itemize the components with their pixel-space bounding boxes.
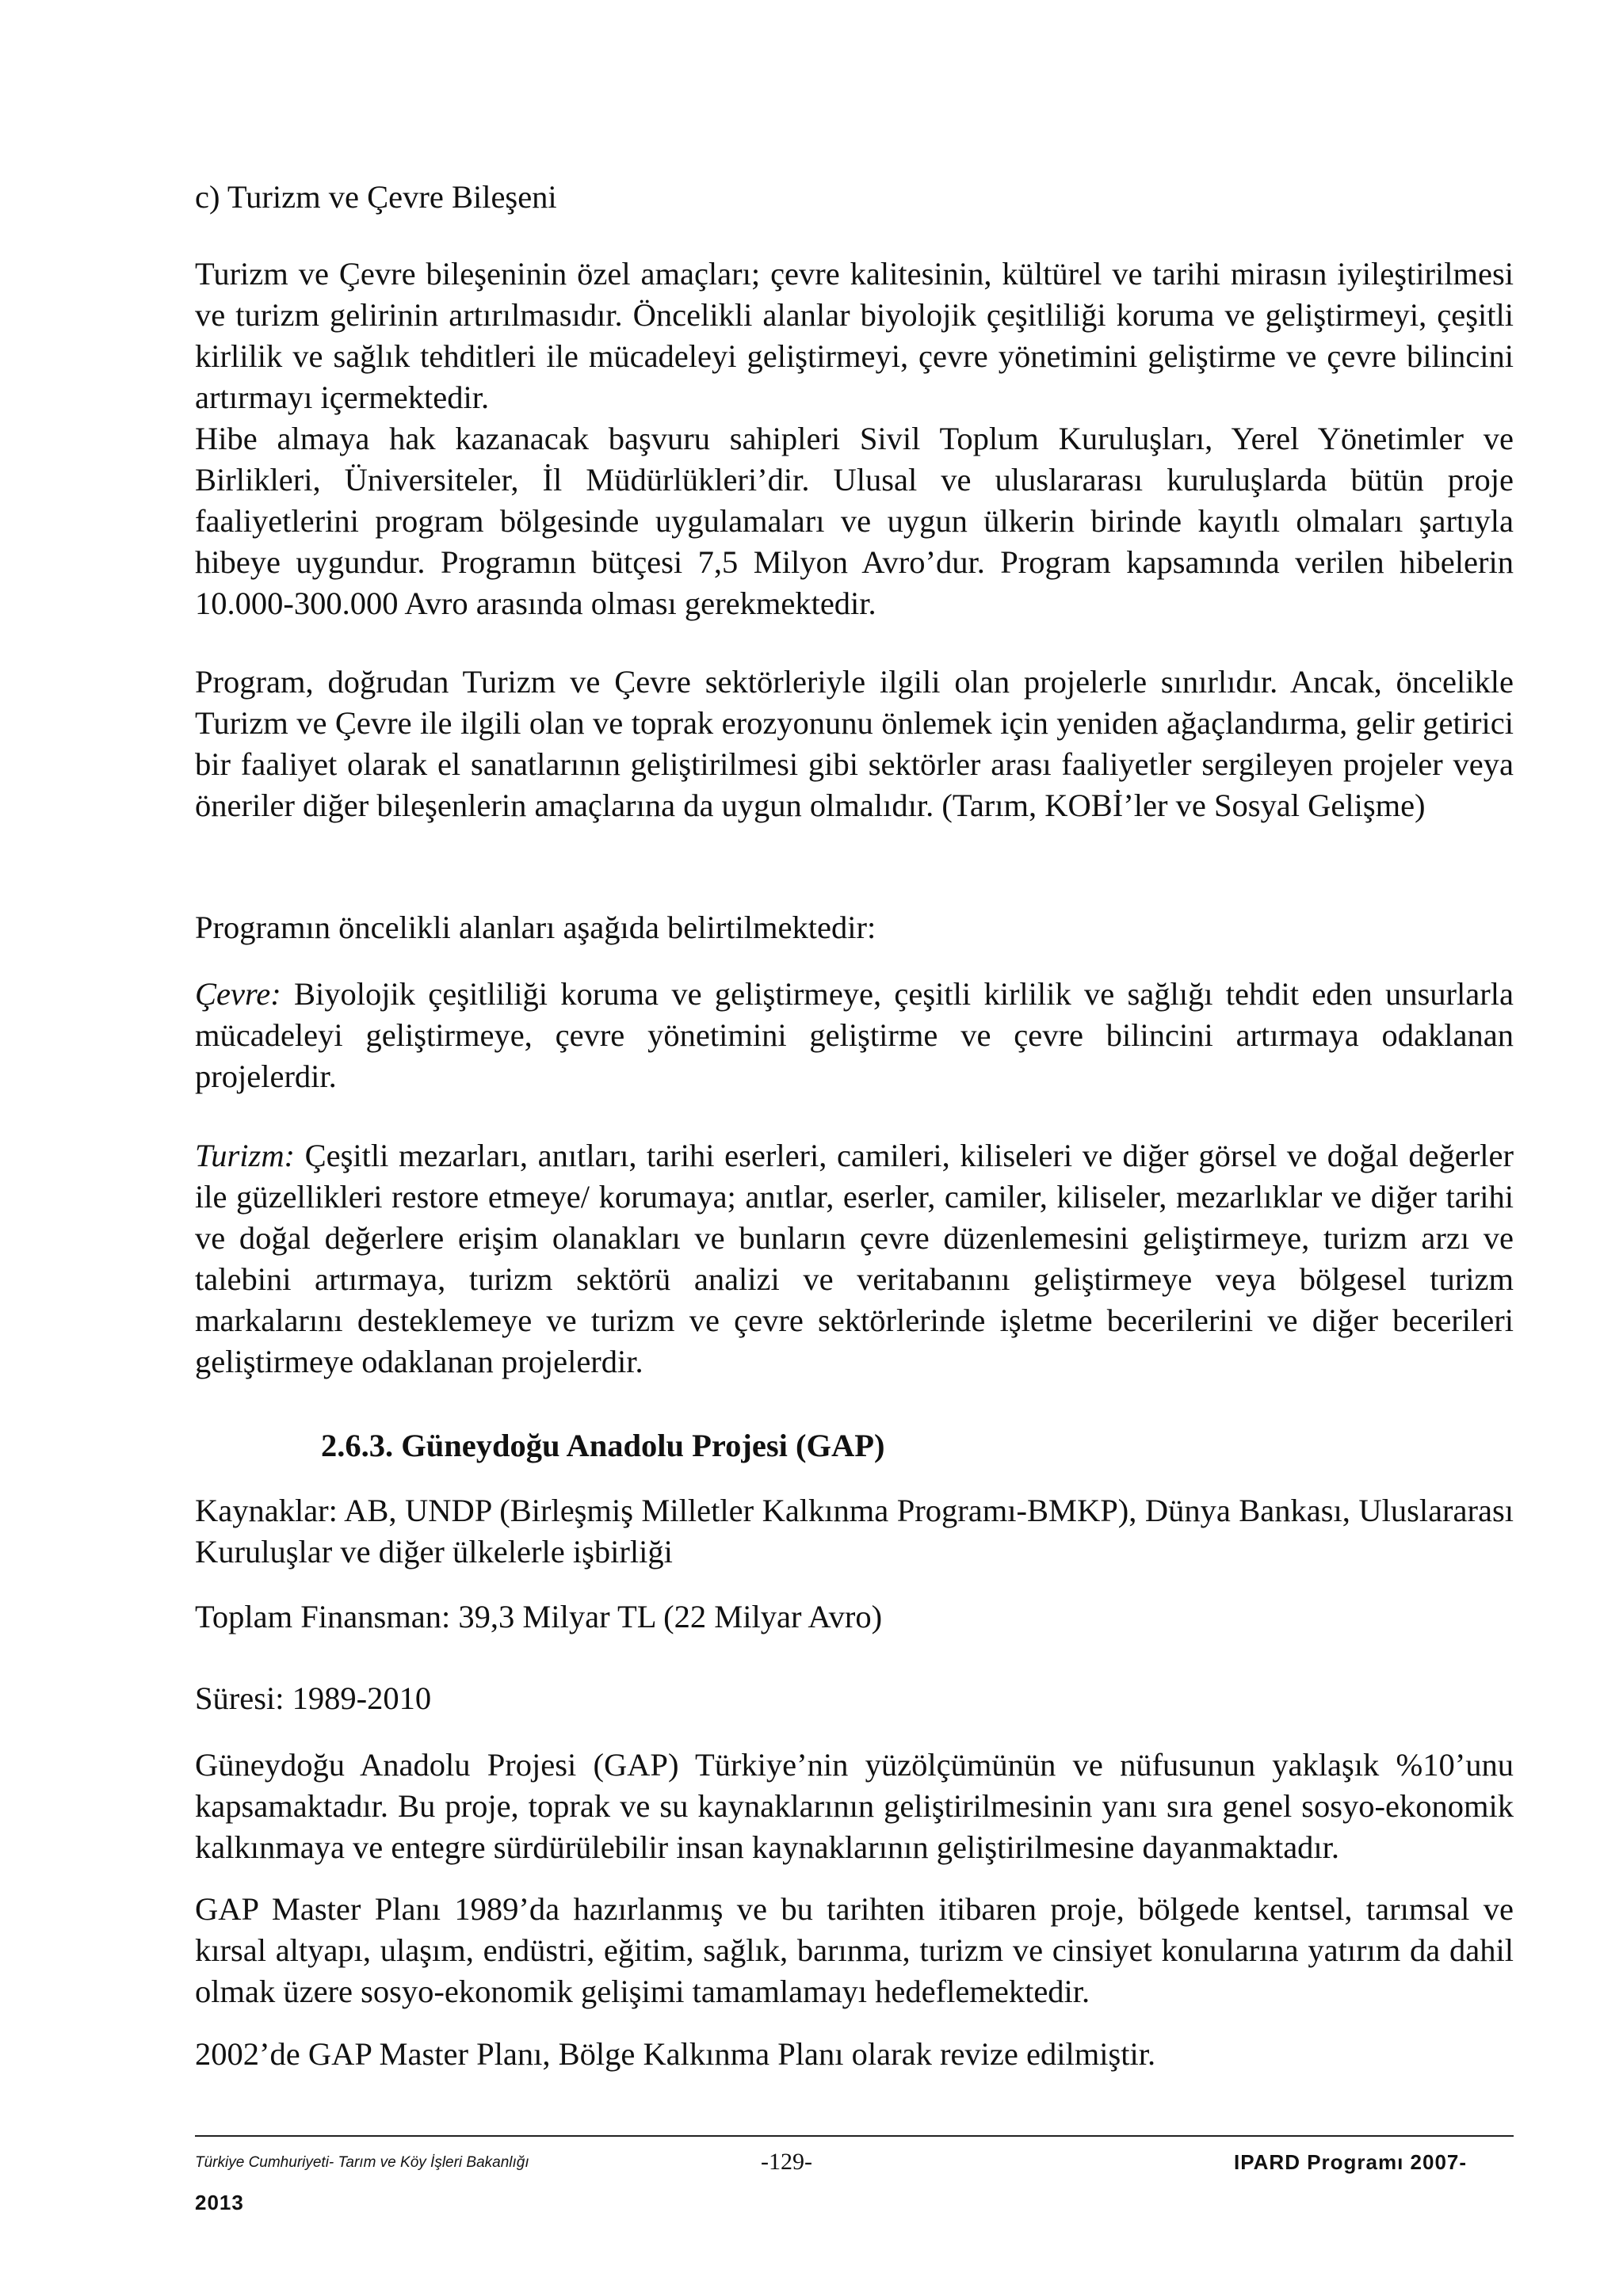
paragraph-priority-intro — [195, 907, 1514, 948]
paragraph-text: Programın öncelikli alanları aşağıda belirtilmektedir: — [195, 910, 876, 945]
paragraph-gap-financing — [195, 1596, 1514, 1638]
paragraph-text: Biyolojik çeşitliliği koruma ve geliştirmeye, çeşitli kirlilik ve sağlığı tehdit eden unsurlarla mücadeleyi geliştirmeye, çevre yönetimini geliştirme ve çevre bilincini artırmaya odaklanan projelerdir. — [195, 976, 1514, 1094]
paragraph-gap-sources — [195, 1490, 1514, 1573]
paragraph-tourism-priority — [195, 1135, 1514, 1383]
subsection-title: 2.6.3. Güneydoğu Anadolu Projesi (GAP) — [321, 1428, 885, 1463]
paragraph-text: Hibe almaya hak kazanacak başvuru sahipleri Sivil Toplum Kuruluşları, Yerel Yönetimler ve Birlikleri, Üniversiteler, İl Müdürlükleri’dir. Ulusal ve uluslararası kuruluşlarda bütün proje faaliyetlerini program bölgesinde uygulamaları ve uygun ülkerin birinde kayıtlı olmaları şartıyla hibeye uygundur. Programın bütçesi 7,5 Milyon Avro’dur. Program kapsamında verilen hibelerin 10.000-300.000 Avro arasında olması gerekmektedir. — [195, 421, 1514, 621]
footer-year: 2013 — [195, 2191, 244, 2214]
environment-label: Çevre: — [195, 976, 281, 1012]
footer-page-number: -129- — [761, 2149, 812, 2175]
paragraph-text: Kaynaklar: AB, UNDP (Birleşmiş Milletler Kalkınma Programı-BMKP), Dünya Bankası, Uluslararası Kuruluşlar ve diğer ülkelerle işbirliği — [195, 1493, 1514, 1569]
footer-divider — [195, 2135, 1514, 2137]
paragraph-environment-priority — [195, 974, 1514, 1097]
paragraph-component-objectives — [195, 254, 1514, 418]
paragraph-text: 2002’de GAP Master Planı, Bölge Kalkınma Planı olarak revize edilmiştir. — [195, 2036, 1156, 2072]
paragraph-text: Program, doğrudan Turizm ve Çevre sektörleriyle ilgili olan projelerle sınırlıdır. Ancak, öncelikle Turizm ve Çevre ile ilgili olan ve toprak erozyonunu önlemek için yeniden ağaçlandırma, gelir getirici bir faaliyet olarak el sanatlarının geliştirilmesi gibi sektörler arası faaliyetler sergileyen projeler veya öneriler diğer bileşenlerin amaçlarına da uygun olmalıdır. (Tarım, KOBİ’ler ve Sosyal Gelişme) — [195, 664, 1514, 823]
paragraph-text: Çeşitli mezarları, anıtları, tarihi eserleri, camileri, kiliseleri ve diğer görsel ve doğal değerler ile güzellikleri restore etmeye/ korumaya; anıtlar, eserler, camiler, kiliseler, mezarlıklar ve diğer tarihi ve doğal değerlere erişim olanakları ve bunların çevre düzenlemesini geliştirmeye, turizm arzı ve talebini artırmaya, turizm sektörü analizi ve veritabanını geliştirmeye veya bölgesel turizm markalarını desteklemeye ve turizm ve çevre sektörlerinde işletme becerilerini ve diğer becerileri geliştirmeye odaklanan projelerdir. — [195, 1138, 1514, 1379]
paragraph-text: GAP Master Planı 1989’da hazırlanmış ve bu tarihten itibaren proje, bölgede kentsel, tarımsal ve kırsal altyapı, ulaşım, endüstri, eğitim, sağlık, barınma, turizm ve cinsiyet konularına yatırım da dahil olmak üzere sosyo-ekonomik gelişimi tamamlamayı hedeflemektedir. — [195, 1891, 1514, 2009]
paragraph-eligible-applicants — [195, 418, 1514, 624]
paragraph-text: Güneydoğu Anadolu Projesi (GAP) Türkiye’nin yüzölçümünün ve nüfusunun yaklaşık %10’unu kapsamaktadır. Bu proje, toprak ve su kaynaklarının geliştirilmesinin yanı sıra genel sosyo-ekonomik kalkınmaya ve entegre sürdürülebilir insan kaynaklarının geliştirilmesine dayanmaktadır. — [195, 1747, 1514, 1865]
section-title: c) Turizm ve Çevre Bileşeni — [195, 179, 557, 215]
footer-program: IPARD Programı 2007- — [1234, 2150, 1468, 2174]
paragraph-text: Toplam Finansman: 39,3 Milyar TL (22 Milyar Avro) — [195, 1599, 883, 1634]
paragraph-text: Süresi: 1989-2010 — [195, 1680, 432, 1716]
paragraph-gap-revision — [195, 2034, 1514, 2075]
tourism-label: Turizm: — [195, 1138, 296, 1173]
paragraph-program-scope — [195, 662, 1514, 826]
paragraph-gap-master-plan — [195, 1889, 1514, 2012]
footer-ministry: Türkiye Cumhuriyeti- Tarım ve Köy İşleri Bakanlığı — [195, 2154, 529, 2171]
paragraph-text: Turizm ve Çevre bileşeninin özel amaçları; çevre kalitesinin, kültürel ve tarihi mirasın iyileştirilmesi ve turizm gelirinin artırılmasıdır. Öncelikli alanlar biyolojik çeşitliliği koruma ve geliştirmeyi, çeşitli kirlilik ve sağlık tehditleri ile mücadeleyi geliştirmeyi, çevre yönetimini geliştirme ve çevre bilincini artırmayı içermektedir. — [195, 256, 1514, 415]
paragraph-gap-duration — [195, 1678, 1514, 1719]
paragraph-gap-description — [195, 1745, 1514, 1868]
